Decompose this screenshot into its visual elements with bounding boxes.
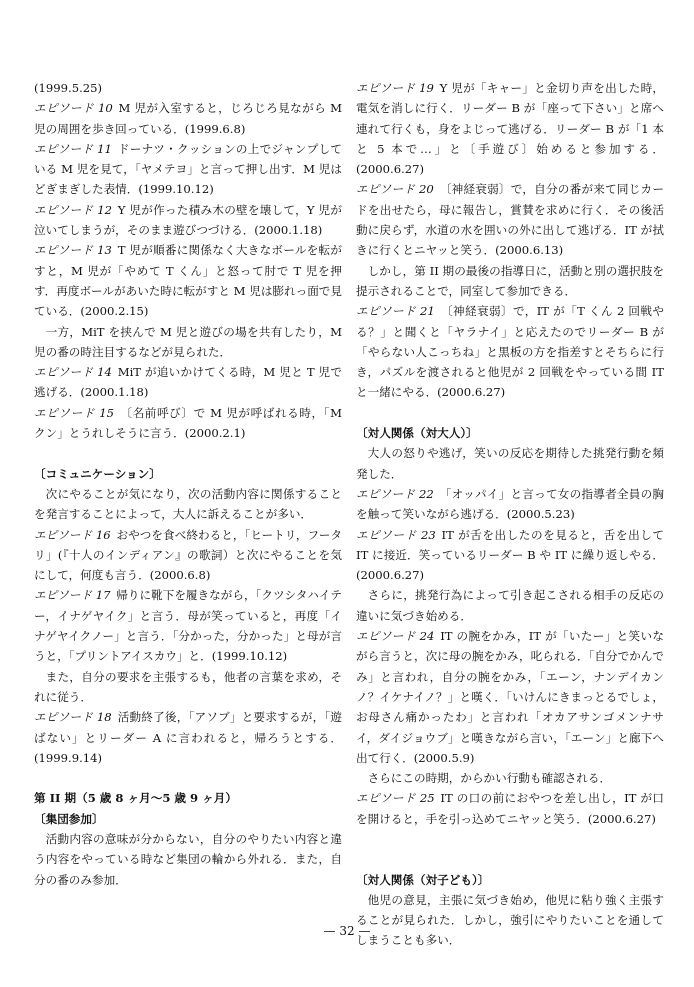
- episode-label: エピソード 10: [34, 101, 113, 116]
- paragraph: また，自分の要求を主張するも，他者の言葉を求め，それに従う．: [34, 669, 342, 704]
- episode-label: エピソード 17: [34, 588, 111, 603]
- episode-text: 活動終了後，「アソブ」と要求するが，「遊ばない」とリーダー A に言われると，帰ろうとする．(1999.9.14): [34, 710, 342, 765]
- blank-line: [356, 829, 664, 849]
- episode-text: Y 児が作った積み木の壁を壊して，Y 児が泣いてしまうが，そのまま遊びつづける．(2000.1.18): [34, 202, 342, 238]
- episode-text: おやつを食べ終わると，「ヒートリ，フータリ」(『十人のインディアン』の歌詞）と次にやることを気にして，何度も言う．(2000.6.8): [34, 527, 342, 583]
- episode-paragraph: [34, 200, 342, 241]
- episode-text: 帰りに靴下を履きながら，「クツシタハイテー，イナゲヤイク」と言う．母が笑っていると，再度「イナゲヤイクノー」と言う．「分かった，分かった」と母が言うと，「プリントアイスカウ」と．(1999.10.12): [34, 588, 342, 664]
- section-heading: 第 II 期（5 歳 8 ヶ月〜5 歳 9 ヶ月）: [34, 791, 237, 806]
- episode-label: エピソード 13: [34, 243, 112, 258]
- paragraph: 大人の怒りや逃げ，笑いの反応を期待した挑発行動を頻発した．: [356, 446, 664, 481]
- episode-label: エピソード 18: [34, 710, 112, 725]
- episode-paragraph: [34, 362, 342, 403]
- episode-label: エピソード 15: [34, 405, 114, 420]
- paragraph: 他児の意見，主張に気づき始め，他児に粘り強く主張することが見られた．しかし，強引にやりたいことを通してしまうことも多い．: [356, 892, 664, 948]
- blank-line: [356, 403, 664, 423]
- paragraph: 活動内容の意味が分からない，自分のやりたい内容と違う内容をやっている時など集団の輪から外れる．また，自分の番のみ参加．: [34, 831, 342, 887]
- blank-line: [356, 849, 664, 869]
- episode-paragraph: [356, 525, 664, 586]
- episode-text: IT が舌を出したのを見ると，舌を出して IT に接近．笑っているリーダー B や IT に繰り返しやる．(2000.6.27): [356, 527, 664, 583]
- paragraph: 次にやることが気になり，次の活動内容に関係することを発言することによって，大人に訴えることが多い．: [34, 486, 342, 522]
- episode-text: IT の腕をかみ，IT が「いたー」と笑いながら言うと，次に母の腕をかみ，叱られる．「自分でかんでみ」と言われ，自分の腕をかみ，「エーン，ナンデイカンノ？イケナイノ？」と嘆く．「いけんにきまっとるでしょ，お母さん痛かったわ」と言われ「オカアサンゴメンナサイ，ダイジョウブ」と嘆きながら言い，「エーン」と廊下へ出て行く．(2000.5.9): [356, 629, 664, 765]
- episode-text: IT の口の前におやつを差し出し，IT が口を開けると，手を引っ込めてニヤッと笑う．(2000.6.27): [356, 791, 664, 826]
- episode-label: エピソード 21: [356, 304, 435, 319]
- episode-paragraph: [34, 98, 342, 139]
- episode-paragraph: [34, 585, 342, 666]
- text-line: (1999.5.25): [34, 81, 103, 95]
- paragraph: 一方，MiT を挟んで M 児と遊びの場を共有したり，M 児の番の時注目するなどが見られた．: [34, 324, 342, 359]
- section-heading: 〔対人関係（対子ども）〕: [356, 872, 490, 887]
- left-column: [34, 78, 342, 890]
- page-number: — 32 —: [323, 924, 371, 938]
- episode-text: 「オッパイ」と言って女の指導者全員の胸を触って笑いながら逃げる．(2000.5.23): [356, 486, 664, 522]
- episode-text: 〔神経衰弱〕で，IT が「T くん 2 回戦やる？」と聞くと「ヤラナイ」と応えたのでリーダー B が「やらない人こっちね」と黒板の方を指差すとそちらに行き，パズルを渡されると他児が 2 回戦をやっている間 IT と一緒にやる．(2000.6.27): [356, 304, 664, 400]
- episode-label: エピソード 19: [356, 81, 434, 95]
- episode-text: MiT が追いかけてくる時，M 児と T 児で逃げる．(2000.1.18): [34, 365, 342, 400]
- episode-paragraph: [34, 139, 342, 200]
- episode-text: 〔神経衰弱〕で，自分の番が来て同じカードを出せたら，母に報告し，賞賛を求めに行く．その後活動に戻らず，水道の水を囲いの外に出して逃げる．IT が拭きに行くとニヤッと笑う．(2000.6.13): [356, 182, 664, 258]
- episode-text: 〔名前呼び〕で M 児が呼ばれる時，「M クン」とうれしそうに言う．(2000.2.1): [34, 405, 342, 441]
- blank-line: [34, 443, 342, 463]
- episode-paragraph: [356, 484, 664, 525]
- paragraph: しかし，第 II 期の最後の指導日に，活動と別の選択肢を提示されることで，同室して参加できる．: [356, 263, 664, 298]
- episode-label: エピソード 14: [34, 365, 112, 380]
- episode-label: エピソード 12: [34, 202, 112, 217]
- episode-text: ドーナツ・クッションの上でジャンプしている M 児を見て，「ヤメテヨ」と言って押し出す．M 児はどぎまぎした表情．(1999.10.12): [34, 141, 342, 197]
- episode-paragraph: [34, 707, 342, 768]
- episode-text: Y 児が「キャー」と金切り声を出した時，電気を消しに行く．リーダー B が「座って下さい」と席へ連れて行くも，身をよじって逃げる．リーダー B が「1 本と 5 本で…」と〔手遊び〕始めると参加する．(2000.6.27): [356, 81, 664, 177]
- episode-text: T 児が順番に関係なく大きなボールを転がすと，M 児が「やめて T くん」と怒って肘で T 児を押す．再度ボールがあいた時に転がすと M 児は膨れっ面で見ている．(2000.2.15): [34, 243, 342, 319]
- episode-paragraph: [356, 179, 664, 260]
- episode-paragraph: [356, 626, 664, 768]
- section-heading: 〔集団参加〕: [34, 811, 104, 826]
- episode-label: エピソード 20: [356, 182, 434, 197]
- section-heading: 〔コミュニケーション〕: [34, 466, 161, 481]
- episode-label: エピソード 25: [356, 791, 435, 806]
- paragraph: さらにこの時期，からかい行動も確認される．: [367, 771, 612, 786]
- episode-label: エピソード 22: [356, 486, 434, 501]
- section-heading: 〔対人関係（対大人）〕: [356, 426, 478, 441]
- episode-paragraph: [356, 301, 664, 402]
- episode-label: エピソード 24: [356, 629, 435, 644]
- right-column: [356, 78, 664, 951]
- paragraph: さらに，挑発行為によって引き起こされる相手の反応の違いに気づき始める．: [356, 588, 664, 623]
- blank-line: [34, 768, 342, 788]
- episode-label: エピソード 16: [34, 527, 111, 542]
- episode-paragraph: [356, 788, 664, 829]
- episode-paragraph: [34, 525, 342, 586]
- episode-paragraph: [356, 78, 664, 179]
- episode-label: エピソード 11: [34, 141, 112, 156]
- episode-paragraph: [34, 240, 342, 321]
- episode-label: エピソード 23: [356, 527, 436, 542]
- episode-text: M 児が入室すると，じろじろ見ながら M 児の周囲を歩き回っている．(1999.6.8): [34, 101, 342, 136]
- episode-paragraph: [34, 403, 342, 444]
